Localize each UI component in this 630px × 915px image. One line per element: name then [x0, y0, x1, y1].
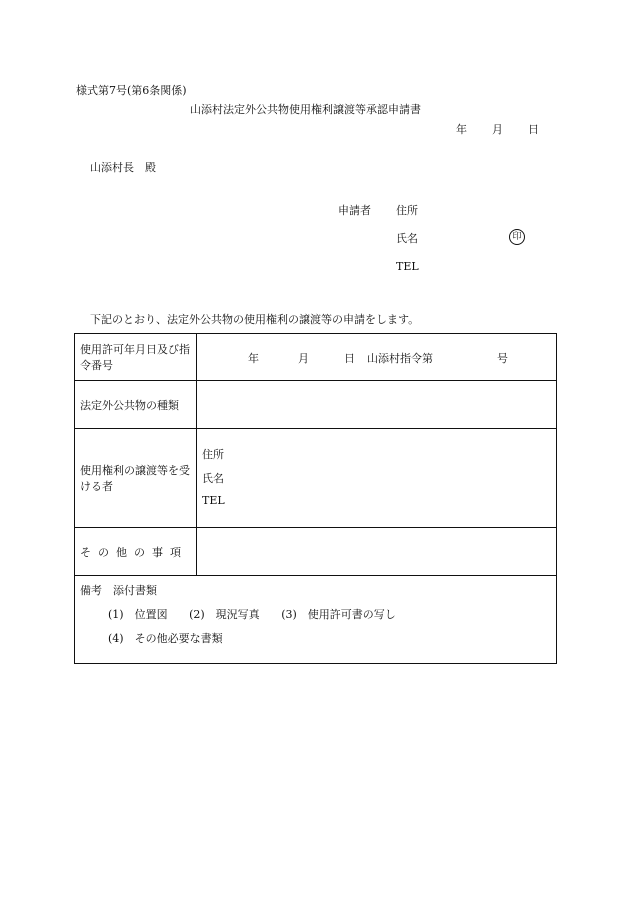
other-matters-label: その他の事項 [75, 528, 197, 576]
transferee-label: 使用権利の譲渡等を受ける者 [75, 429, 197, 528]
remarks-heading: 備考 添付書類 [80, 584, 157, 597]
seal-mark: 印 [509, 229, 525, 245]
applicant-label: 申請者 [338, 204, 371, 217]
remarks-item: (3) 使用許可書の写し [281, 608, 396, 621]
transferee-address-label: 住所 [202, 447, 224, 461]
remarks-item: (2) 現況写真 [189, 608, 260, 621]
remarks-list [80, 606, 551, 622]
other-matters-cell[interactable] [197, 528, 557, 576]
date-year-label: 年 [456, 123, 467, 136]
applicant-tel-label: TEL [396, 260, 419, 273]
date-month-label: 月 [492, 123, 503, 136]
directive-number-label: 号 [497, 352, 508, 365]
remarks-list [80, 630, 551, 646]
intro-text: 下記のとおり、法定外公共物の使用権利の譲渡等の申請をします。 [90, 313, 420, 326]
directive-label: 山添村指令第 [367, 352, 433, 365]
applicant-name-label: 氏名 [396, 232, 418, 245]
transferee-cell [197, 429, 557, 528]
application-table [74, 333, 557, 664]
facility-type-cell[interactable] [197, 381, 557, 429]
permit-year-label: 年 [248, 352, 259, 365]
transferee-name-label: 氏名 [202, 471, 224, 485]
document-title: 山添村法定外公共物使用権利譲渡等承認申請書 [190, 103, 421, 116]
remarks-cell [75, 576, 557, 664]
remarks-item: (4) その他必要な書類 [108, 632, 223, 645]
date-day-label: 日 [528, 123, 539, 136]
applicant-address-label: 住所 [396, 204, 418, 217]
table-row [75, 381, 557, 429]
form-number: 様式第7号(第6条関係) [76, 84, 187, 97]
permit-month-label: 月 [298, 352, 309, 365]
permit-day-label: 日 [344, 352, 355, 365]
table-row [75, 429, 557, 528]
table-row [75, 528, 557, 576]
facility-type-label: 法定外公共物の種類 [75, 381, 197, 429]
addressee: 山添村長 殿 [90, 161, 156, 174]
transferee-tel-label: TEL [202, 493, 225, 507]
permit-date-cell [197, 334, 557, 381]
table-row [75, 334, 557, 381]
permit-date-label: 使用許可年月日及び指令番号 [75, 334, 197, 381]
remarks-item: (1) 位置図 [108, 608, 168, 621]
table-row [75, 576, 557, 664]
